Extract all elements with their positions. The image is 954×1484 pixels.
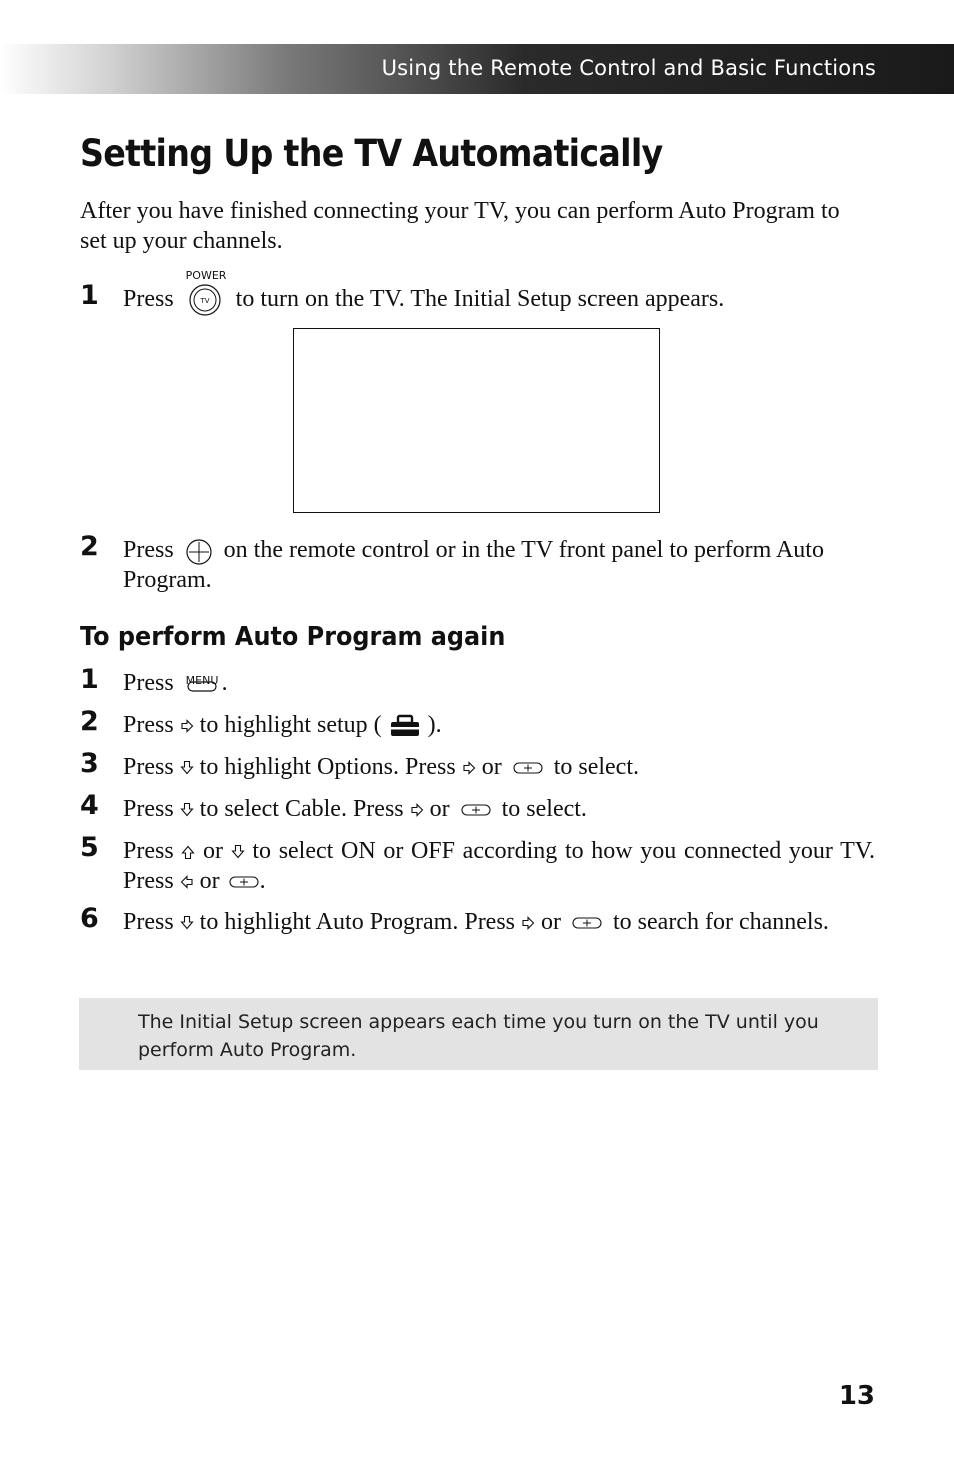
- step-text: [123, 269, 875, 314]
- note-box: [79, 998, 878, 1070]
- step-text-press: Press: [123, 286, 174, 312]
- select-button-icon: [460, 803, 492, 817]
- subsection-heading: To perform Auto Program again: [80, 622, 506, 652]
- arrow-right-icon: [410, 803, 424, 817]
- step-text-end: to search for channels.: [613, 909, 829, 935]
- step-text-after: on the remote control or in the TV front panel to perform Auto Program.: [123, 537, 824, 594]
- power-button-text: TV: [200, 297, 210, 306]
- arrow-down-icon: [180, 915, 194, 931]
- step-text-press: Press: [123, 838, 174, 864]
- step-text-or: or: [199, 868, 220, 894]
- step-text-end: .: [221, 670, 228, 696]
- setup-toolbox-icon: [388, 713, 422, 739]
- arrow-up-icon: [181, 844, 195, 860]
- step-text-press: Press: [123, 909, 174, 935]
- step-number: 4: [80, 790, 99, 821]
- arrow-down-icon: [180, 760, 194, 776]
- step-text: [123, 668, 875, 698]
- step-text: [123, 752, 875, 782]
- step-text-mid: to select Cable. Press: [199, 796, 404, 822]
- menu-button-icon: [187, 681, 219, 693]
- step-text-mid: to select ON or OFF according to how you connected your TV. Press: [123, 838, 876, 894]
- step-text-mid: to highlight Auto Program. Press: [199, 909, 516, 935]
- step-text-press: Press: [123, 670, 174, 696]
- step-text-after: to turn on the TV. The Initial Setup screen appears.: [235, 286, 725, 312]
- step-number: 1: [80, 664, 99, 695]
- step-text-press: Press: [123, 796, 174, 822]
- step-text: [123, 794, 875, 824]
- step-text: [123, 836, 875, 896]
- step-text-mid: to highlight Options. Press: [199, 754, 456, 780]
- step-number: 5: [80, 832, 99, 863]
- arrow-down-icon: [180, 802, 194, 818]
- menu-button: [186, 674, 220, 694]
- select-button-icon: [184, 537, 214, 565]
- arrow-left-icon: [180, 875, 194, 889]
- step-text-end: to select.: [553, 754, 640, 780]
- page-title: Setting Up the TV Automatically: [80, 132, 663, 175]
- step-text-press: Press: [123, 712, 174, 738]
- power-button-icon: [188, 283, 222, 317]
- header-bar: [0, 44, 954, 94]
- arrow-down-icon: [231, 844, 245, 860]
- arrow-right-icon: [462, 761, 476, 775]
- initial-setup-screen-image: [293, 328, 660, 513]
- arrow-right-icon: [521, 916, 535, 930]
- menu-label: MENU: [185, 674, 219, 688]
- power-label: POWER: [185, 269, 227, 283]
- arrow-right-icon: [180, 719, 194, 733]
- step-number: 1: [80, 280, 99, 311]
- step-text-or: or: [429, 796, 450, 822]
- step-text-end: .: [259, 868, 266, 894]
- step-text-press: Press: [123, 537, 174, 563]
- step-text-mid: to highlight setup (: [199, 712, 382, 738]
- section-title: Using the Remote Control and Basic Functions: [381, 56, 876, 80]
- step-text-or: or: [481, 754, 502, 780]
- step-text-press: Press: [123, 754, 174, 780]
- select-button-icon: [512, 761, 544, 775]
- select-button-icon: [571, 916, 603, 930]
- step-number: 2: [80, 706, 99, 737]
- page-number: 13: [838, 1381, 875, 1411]
- step-number: 2: [80, 531, 99, 562]
- step-text-end: to select.: [501, 796, 587, 822]
- note-text: The Initial Setup screen appears each time you turn on the TV until you perform Auto Program.: [138, 1011, 819, 1061]
- step-number: 6: [80, 903, 99, 934]
- step-text: [123, 907, 843, 937]
- step-text-or: or: [203, 838, 224, 864]
- power-button: [185, 269, 227, 313]
- select-button-icon: [228, 875, 260, 889]
- step-text-end: ).: [427, 712, 442, 738]
- step-text: [123, 710, 875, 740]
- intro-paragraph: After you have finished connecting your TV, you can perform Auto Program to set up your channels.: [80, 198, 840, 254]
- step-text-or: or: [541, 909, 562, 935]
- step-number: 3: [80, 748, 99, 779]
- step-text: [123, 535, 863, 595]
